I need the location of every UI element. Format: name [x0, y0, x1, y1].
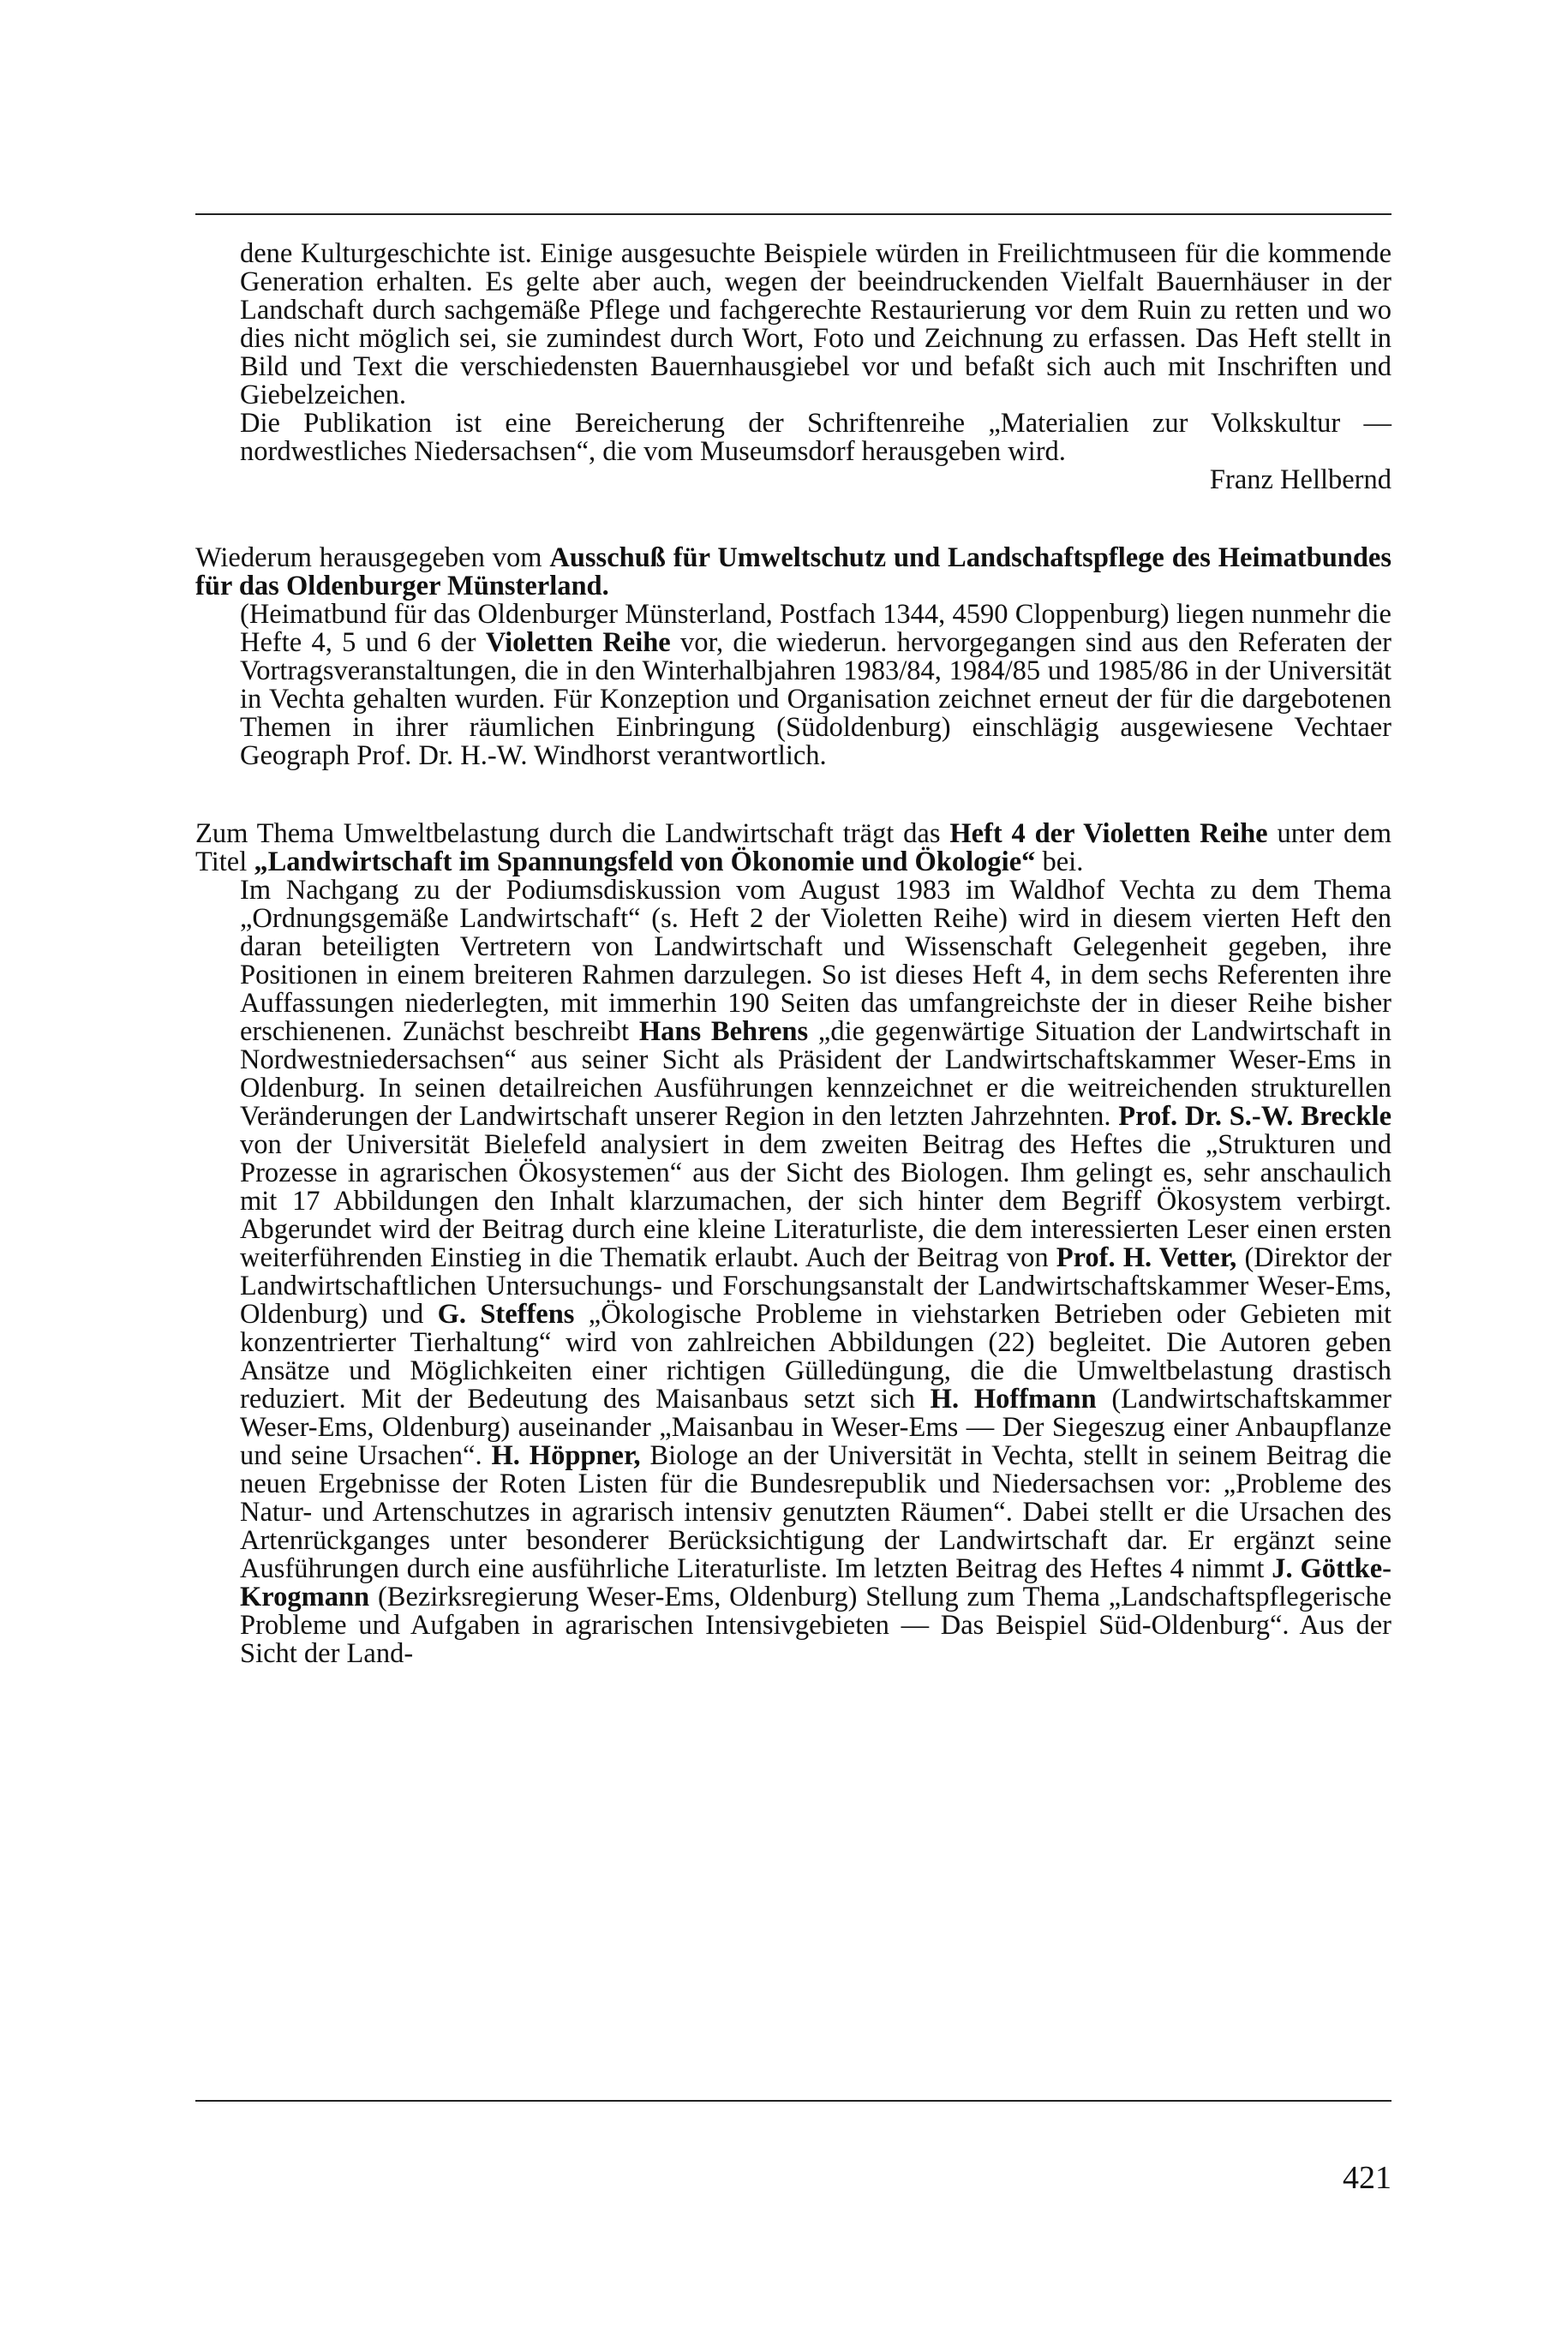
author-steffens: G. Steffens [437, 1299, 575, 1330]
paragraph-heft4-body: Im Nachgang zu der Podiumsdiskussion vom August 1983 im Waldhof Vechta zu dem Thema „Ordnungsgemäße Landwirtschaft“ (s. Heft 2 der Violetten Reihe) wird in diesem vierten Heft den daran beteiligten Vertretern von Landwirtschaft und Wissenschaft Gelegenheit gegeben, ihre Positionen in einem breiteren Rahmen darzulegen. So ist dieses Heft 4, in dem sechs Referenten ihre Auffassungen niederlegten, mit immerhin 190 Seiten das umfangreichste der in dieser Reihe bisher erschienenen. Zunächst beschreibt Hans Behrens „die gegenwärtige Situation der Landwirtschaft in Nordwestniedersachsen“ aus seiner Sicht als Präsident der Landwirtschaftskammer Weser-Ems in Oldenburg. In seinen detailreichen Ausführungen kennzeichnet er die weitreichenden strukturellen Veränderungen der Landwirtschaft unserer Region in den letzten Jahrzehnten. Prof. Dr. S.-W. Breckle von der Universität Bielefeld analysiert in dem zweiten Beitrag des Heftes die „Strukturen und Prozesse in agrarischen Ökosystemen“ aus der Sicht des Biologen. Ihm gelingt es, sehr anschaulich mit 17 Abbildungen den Inhalt klarzumachen, der sich hinter dem Begriff Ökosystem verbirgt. Abgerundet wird der Beitrag durch eine kleine Literaturliste, die dem interessierten Leser einen ersten weiterführenden Einstieg in die Thematik erlaubt. Auch der Beitrag von Prof. H. Vetter, (Direktor der Landwirtschaftlichen Untersuchungs- und Forschungsanstalt der Landwirtschaftskammer Weser-Ems, Oldenburg) und G. Steffens „Ökologische Probleme in viehstarken Betrieben oder Gebieten mit konzentrierter Tierhaltung“ wird von zahlreichen Abbildungen (22) begleitet. Die Autoren geben Ansätze und Möglichkeiten einer richtigen Gülledüngung, die die Umweltbelastung drastisch reduziert. Mit der Bedeutung des Maisanbaus setzt sich H. Hoffmann (Landwirtschaftskammer Weser-Ems, Oldenburg) auseinander „Maisanbau in Weser-Ems — Der Siegeszug einer Anbaupflanze und seine Ursachen“. H. Höppner, Biologe an der Universität in Vechta, stellt in seinem Beitrag die neuen Ergebnisse der Roten Listen für die Bundesrepublik und Niedersachsen vor: „Probleme des Natur- und Artenschutzes in agrarisch intensiv genutzten Räumen“. Dabei stellt er die Ursachen des Artenrückganges unter besonderer Berücksichtigung der Landwirtschaft dar. Er ergänzt seine Ausführungen durch eine ausführliche Literaturliste. Im letzten Beitrag des Heftes 4 nimmt J. Göttke-Krogmann (Bezirksregierung Weser-Ems, Oldenburg) Stellung zum Thema „Landschaftspflegerische Probleme und Aufgaben in agrarischen Intensivgebieten — Das Beispiel Süd-Oldenburg“. Aus der Sicht der Land- [240, 875, 1392, 1669]
top-rule [195, 213, 1391, 215]
section-gap [195, 494, 1391, 544]
paragraph-violette-reihe-body: (Heimatbund für das Oldenburger Münsterland, Postfach 1344, 4590 Cloppenburg) liegen nunmehr die Hefte 4, 5 und 6 der Violetten Reihe vor, die wiederun. hervorgegangen sind aus den Referaten der Vortragsveranstaltungen, die in den Winterhalbjahren 1983/84, 1984/85 und 1985/86 in der Universität in Vechta gehalten wurden. Für Konzeption und Organisation zeichnet erneut der für die dargebotenen Themen in ihrer räumlichen Einbringung (Südoldenburg) einschlägig ausgewiesene Vechtaer Geograph Prof. Dr. H.-W. Windhorst verantwortlich. [240, 599, 1391, 771]
paragraph-heft4-intro: Zum Thema Umweltbelastung durch die Landwirtschaft trägt das Heft 4 der Violetten Reihe unter dem Titel „Landwirtschaft im Spannungsfeld von Ökonomie und Ökologie“ bei. [195, 818, 1392, 877]
paragraph-publication [195, 410, 1391, 466]
paragraph-violette-reihe: Wiederum herausgegeben vom Ausschuß für Umweltschutz und Landschaftspflege des Heimatbundes für das Oldenburger Münsterland. [195, 542, 1391, 601]
author-vetter: Prof. H. Vetter, [1056, 1242, 1237, 1273]
committee-name: Ausschuß für Umweltschutz und Landschaftspflege des Heimatbundes für das Oldenburger Münsterland. [195, 542, 1391, 601]
heft4-title: „Landwirtschaft im Spannungsfeld von Ökonomie und Ökologie“ [254, 846, 1036, 877]
author-hoffmann: H. Hoffmann [930, 1384, 1097, 1415]
series-name: Violetten Reihe [485, 627, 671, 658]
author-behrens: Hans Behrens [638, 1016, 809, 1047]
bottom-rule [195, 2100, 1391, 2102]
section-gap [195, 770, 1391, 820]
publication-text: Die Publikation ist eine Bereicherung der Schriftenreihe „Materialien zur Volkskultur — nordwestliches Niedersachsen“, die vom Museumsdorf herausgeben wird. [240, 408, 1391, 467]
paragraph-review-end: dene Kulturgeschichte ist. Einige ausgesuchte Beispiele würden in Freilichtmuseen für die kommende Generation erhalten. Es gelte aber auch, wegen der beeindruckenden Vielfalt Bauernhäuser in der Landschaft durch sachgemäße Pflege und fachgerechte Restaurierung vor dem Ruin zu retten und wo dies nicht möglich sei, sie zumindest durch Wort, Foto und Zeichnung zu erfassen. Das Heft stellt in Bild und Text die verschiedensten Bauernhausgiebel vor und befaßt sich auch mit Inschriften und Giebelzeichen. [240, 238, 1391, 410]
page-text [195, 240, 1391, 1668]
author-hoeppner: H. Höppner, [491, 1440, 641, 1471]
author-goettke-krogmann: J. Göttke-Krogmann [240, 1553, 1392, 1612]
page-number: 421 [1343, 2160, 1391, 2196]
author-breckle: Prof. Dr. S.-W. Breckle [1118, 1101, 1392, 1132]
author-signature: Franz Hellbernd [1209, 464, 1391, 495]
heft4-label: Heft 4 der Violetten Reihe [949, 818, 1268, 849]
